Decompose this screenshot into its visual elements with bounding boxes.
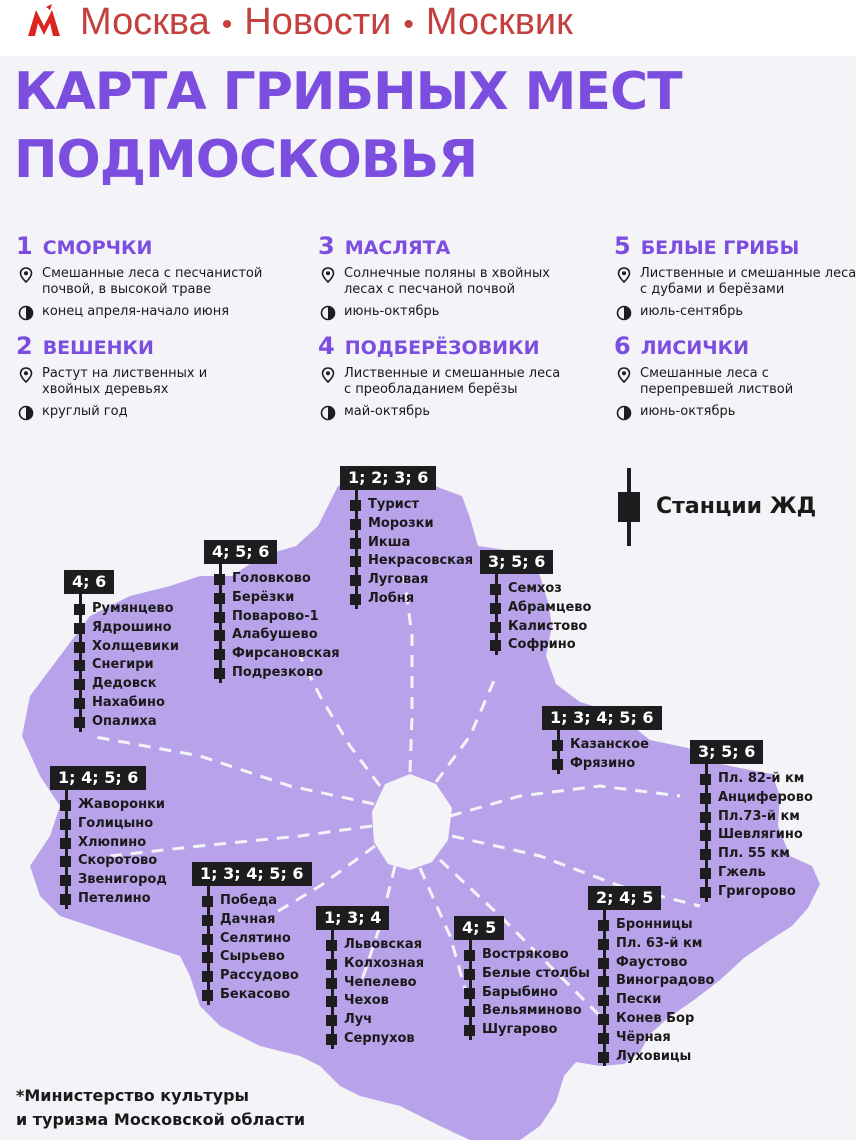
station-list — [702, 770, 813, 902]
mushroom-map-poster — [0, 56, 856, 1140]
rail-legend-label: Станции ЖД — [656, 494, 817, 519]
station-name[interactable]: Анциферово — [702, 789, 813, 808]
station-name[interactable]: Морозки — [352, 515, 473, 534]
rail-station-icon — [618, 492, 640, 522]
mosmetro-m-icon[interactable] — [26, 4, 62, 40]
legend-item — [614, 232, 856, 320]
station-list — [216, 570, 340, 683]
legend-place-text: Лиственные и смешанные леса с дубами и берёзами — [640, 266, 856, 297]
station-name[interactable]: Снегири — [76, 656, 179, 675]
station-name[interactable]: Вельяминово — [466, 1002, 590, 1021]
legend-season — [16, 404, 266, 420]
crumb-moscow[interactable]: Москва — [80, 1, 210, 43]
legend-place — [318, 366, 568, 398]
station-name[interactable]: Алабушево — [216, 626, 340, 645]
station-name[interactable]: Конев Бор — [600, 1010, 714, 1029]
location-pin-icon — [616, 267, 632, 283]
legend-place-text: Смешанные леса с песчанистой почвой, в высокой траве — [42, 266, 263, 297]
location-pin-icon — [320, 267, 336, 283]
legend-place — [614, 366, 856, 398]
legend-heading — [318, 332, 568, 360]
legend-season-text: май-октябрь — [344, 404, 431, 419]
station-name[interactable]: Чехов — [328, 992, 424, 1011]
station-name[interactable]: Белые столбы — [466, 965, 590, 984]
station-name[interactable]: Абрамцево — [492, 599, 591, 618]
station-name[interactable]: Бекасово — [204, 986, 299, 1005]
mushroom-tag: 3; 5; 6 — [690, 740, 763, 764]
footnote-line-1: *Министерство культуры — [16, 1086, 250, 1105]
legend-item — [16, 332, 266, 420]
station-name[interactable]: Хлюпино — [62, 834, 167, 853]
legend-season-text: июль-сентябрь — [640, 304, 744, 319]
station-name[interactable]: Гжель — [702, 864, 813, 883]
legend-mushroom-name: ПОДБЕРЁЗОВИКИ — [344, 337, 540, 359]
station-name[interactable]: Жаворонки — [62, 796, 167, 815]
station-name[interactable]: Дачная — [204, 911, 299, 930]
station-name[interactable]: Бронницы — [600, 916, 714, 935]
station-name[interactable]: Фрязино — [554, 755, 649, 774]
crumb-separator: • — [221, 8, 233, 41]
poster-title-line-2: ПОДМОСКОВЬЯ — [14, 130, 478, 190]
station-list — [492, 580, 591, 655]
station-name[interactable]: Головково — [216, 570, 340, 589]
station-name[interactable]: Икша — [352, 534, 473, 553]
station-name[interactable]: Звенигород — [62, 871, 167, 890]
station-name[interactable]: Румянцево — [76, 600, 179, 619]
legend-heading — [614, 332, 856, 360]
station-list — [62, 796, 167, 909]
station-name[interactable]: Пл.73-й км — [702, 808, 813, 827]
legend-place-text: Лиственные и смешанные леса с преобладанием берёзы — [344, 366, 561, 397]
mushroom-tag: 1; 3; 4; 5; 6 — [542, 706, 662, 730]
clock-icon — [320, 405, 336, 421]
legend-number: 1 — [16, 232, 33, 260]
station-name[interactable]: Востряково — [466, 946, 590, 965]
legend-number: 5 — [614, 232, 631, 260]
legend-season-text: июнь-октябрь — [344, 304, 440, 319]
legend-place — [614, 266, 856, 298]
station-name[interactable]: Берёзки — [216, 589, 340, 608]
legend-heading — [318, 232, 568, 260]
legend-number: 3 — [318, 232, 335, 260]
legend-place-text: Солнечные поляны в хвойных лесах с песчаной почвой — [344, 266, 550, 297]
station-list — [328, 936, 424, 1049]
mushroom-tag: 1; 4; 5; 6 — [50, 766, 146, 790]
legend-place — [16, 266, 266, 298]
station-name[interactable]: Турист — [352, 496, 473, 515]
legend-place — [318, 266, 568, 298]
legend-season-text: июнь-октябрь — [640, 404, 736, 419]
station-name[interactable]: Чепелево — [328, 974, 424, 993]
station-name[interactable]: Сырьево — [204, 948, 299, 967]
station-name[interactable]: Нахабино — [76, 694, 179, 713]
station-name[interactable]: Фирсановская — [216, 645, 340, 664]
legend-number: 4 — [318, 332, 335, 360]
legend-mushroom-name: ВЕШЕНКИ — [42, 337, 154, 359]
legend-number: 6 — [614, 332, 631, 360]
station-name[interactable]: Барыбино — [466, 984, 590, 1003]
legend-season — [614, 304, 856, 320]
station-name[interactable]: Селятино — [204, 930, 299, 949]
legend-season — [318, 404, 568, 420]
mushroom-tag: 1; 3; 4 — [316, 906, 389, 930]
station-name[interactable]: Рассудово — [204, 967, 299, 986]
clock-icon — [616, 305, 632, 321]
station-name[interactable]: Петелино — [62, 890, 167, 909]
crumb-separator: • — [403, 8, 414, 41]
station-list — [352, 496, 473, 609]
legend-mushroom-name: МАСЛЯТА — [344, 237, 451, 259]
mushroom-tag: 1; 3; 4; 5; 6 — [192, 862, 312, 886]
mushroom-tag: 2; 4; 5 — [588, 886, 661, 910]
legend-item — [318, 232, 568, 320]
legend-season — [16, 304, 266, 320]
site-header — [0, 0, 856, 46]
legend-mushroom-name: СМОРЧКИ — [42, 237, 153, 259]
station-name[interactable]: Софрино — [492, 636, 591, 655]
crumb-news[interactable]: Новости — [244, 1, 392, 43]
station-name[interactable]: Победа — [204, 892, 299, 911]
legend-item — [614, 332, 856, 420]
legend-season — [318, 304, 568, 320]
breadcrumb — [80, 0, 573, 46]
mushroom-tag: 4; 6 — [64, 570, 114, 594]
location-pin-icon — [616, 367, 632, 383]
location-pin-icon — [18, 367, 34, 383]
station-name[interactable]: Шугарово — [466, 1021, 590, 1040]
clock-icon — [18, 305, 34, 321]
station-name[interactable]: Чёрная — [600, 1029, 714, 1048]
legend-place-text: Растут на лиственных и хвойных деревьях — [42, 366, 208, 397]
station-name[interactable]: Пл. 55 км — [702, 845, 813, 864]
station-name[interactable]: Дедовск — [76, 675, 179, 694]
station-name[interactable]: Луч — [328, 1011, 424, 1030]
station-list — [76, 600, 179, 732]
footnote — [16, 1084, 305, 1132]
legend-item — [16, 232, 266, 320]
station-name[interactable]: Опалиха — [76, 713, 179, 732]
legend-mushroom-name: ЛИСИЧКИ — [640, 337, 750, 359]
crumb-moskvik[interactable]: Москвик — [425, 1, 573, 43]
station-name[interactable]: Фаустово — [600, 954, 714, 973]
clock-icon — [320, 305, 336, 321]
station-name[interactable]: Скоротово — [62, 852, 167, 871]
legend-heading — [16, 332, 266, 360]
station-name[interactable]: Ядрошино — [76, 619, 179, 638]
station-name[interactable]: Холщевики — [76, 638, 179, 657]
station-name[interactable]: Луговая — [352, 571, 473, 590]
poster-title-line-1: КАРТА ГРИБНЫХ МЕСТ — [14, 62, 682, 122]
station-name[interactable]: Шевлягино — [702, 826, 813, 845]
legend-season — [614, 404, 856, 420]
station-name[interactable]: Казанское — [554, 736, 649, 755]
station-name[interactable]: Колхозная — [328, 955, 424, 974]
station-name[interactable]: Семхоз — [492, 580, 591, 599]
legend-season-text: конец апреля-начало июня — [42, 304, 230, 319]
mushroom-tag: 3; 5; 6 — [480, 550, 553, 574]
station-name[interactable]: Калистово — [492, 618, 591, 637]
station-name[interactable]: Некрасовская — [352, 552, 473, 571]
station-name[interactable]: Подрезково — [216, 664, 340, 683]
mushroom-tag: 4; 5; 6 — [204, 540, 277, 564]
station-name[interactable]: Пл. 63-й км — [600, 935, 714, 954]
legend-heading — [614, 232, 856, 260]
station-name[interactable]: Лобня — [352, 590, 473, 609]
station-name[interactable]: Григорово — [702, 883, 813, 902]
clock-icon — [18, 405, 34, 421]
station-name[interactable]: Пески — [600, 991, 714, 1010]
station-name[interactable]: Поварово-1 — [216, 608, 340, 627]
legend-number: 2 — [16, 332, 33, 360]
station-name[interactable]: Пл. 82-й км — [702, 770, 813, 789]
station-name[interactable]: Серпухов — [328, 1030, 424, 1049]
legend-place — [16, 366, 266, 398]
mushroom-tag: 1; 2; 3; 6 — [340, 466, 436, 490]
legend-mushroom-name: БЕЛЫЕ ГРИБЫ — [640, 237, 800, 259]
legend-season-text: круглый год — [42, 404, 128, 419]
location-pin-icon — [320, 367, 336, 383]
station-list — [204, 892, 299, 1005]
legend-heading — [16, 232, 266, 260]
station-name[interactable]: Голицыно — [62, 815, 167, 834]
station-name[interactable]: Львовская — [328, 936, 424, 955]
legend-item — [318, 332, 568, 420]
location-pin-icon — [18, 267, 34, 283]
station-name[interactable]: Луховицы — [600, 1048, 714, 1067]
footnote-line-2: и туризма Московской области — [16, 1110, 306, 1129]
station-list — [600, 916, 714, 1066]
station-list — [466, 946, 590, 1040]
mushroom-tag: 4; 5 — [454, 916, 504, 940]
station-list — [554, 736, 649, 774]
legend-place-text: Смешанные леса с перепревшей листвой — [640, 366, 794, 397]
station-name[interactable]: Виноградово — [600, 972, 714, 991]
clock-icon — [616, 405, 632, 421]
